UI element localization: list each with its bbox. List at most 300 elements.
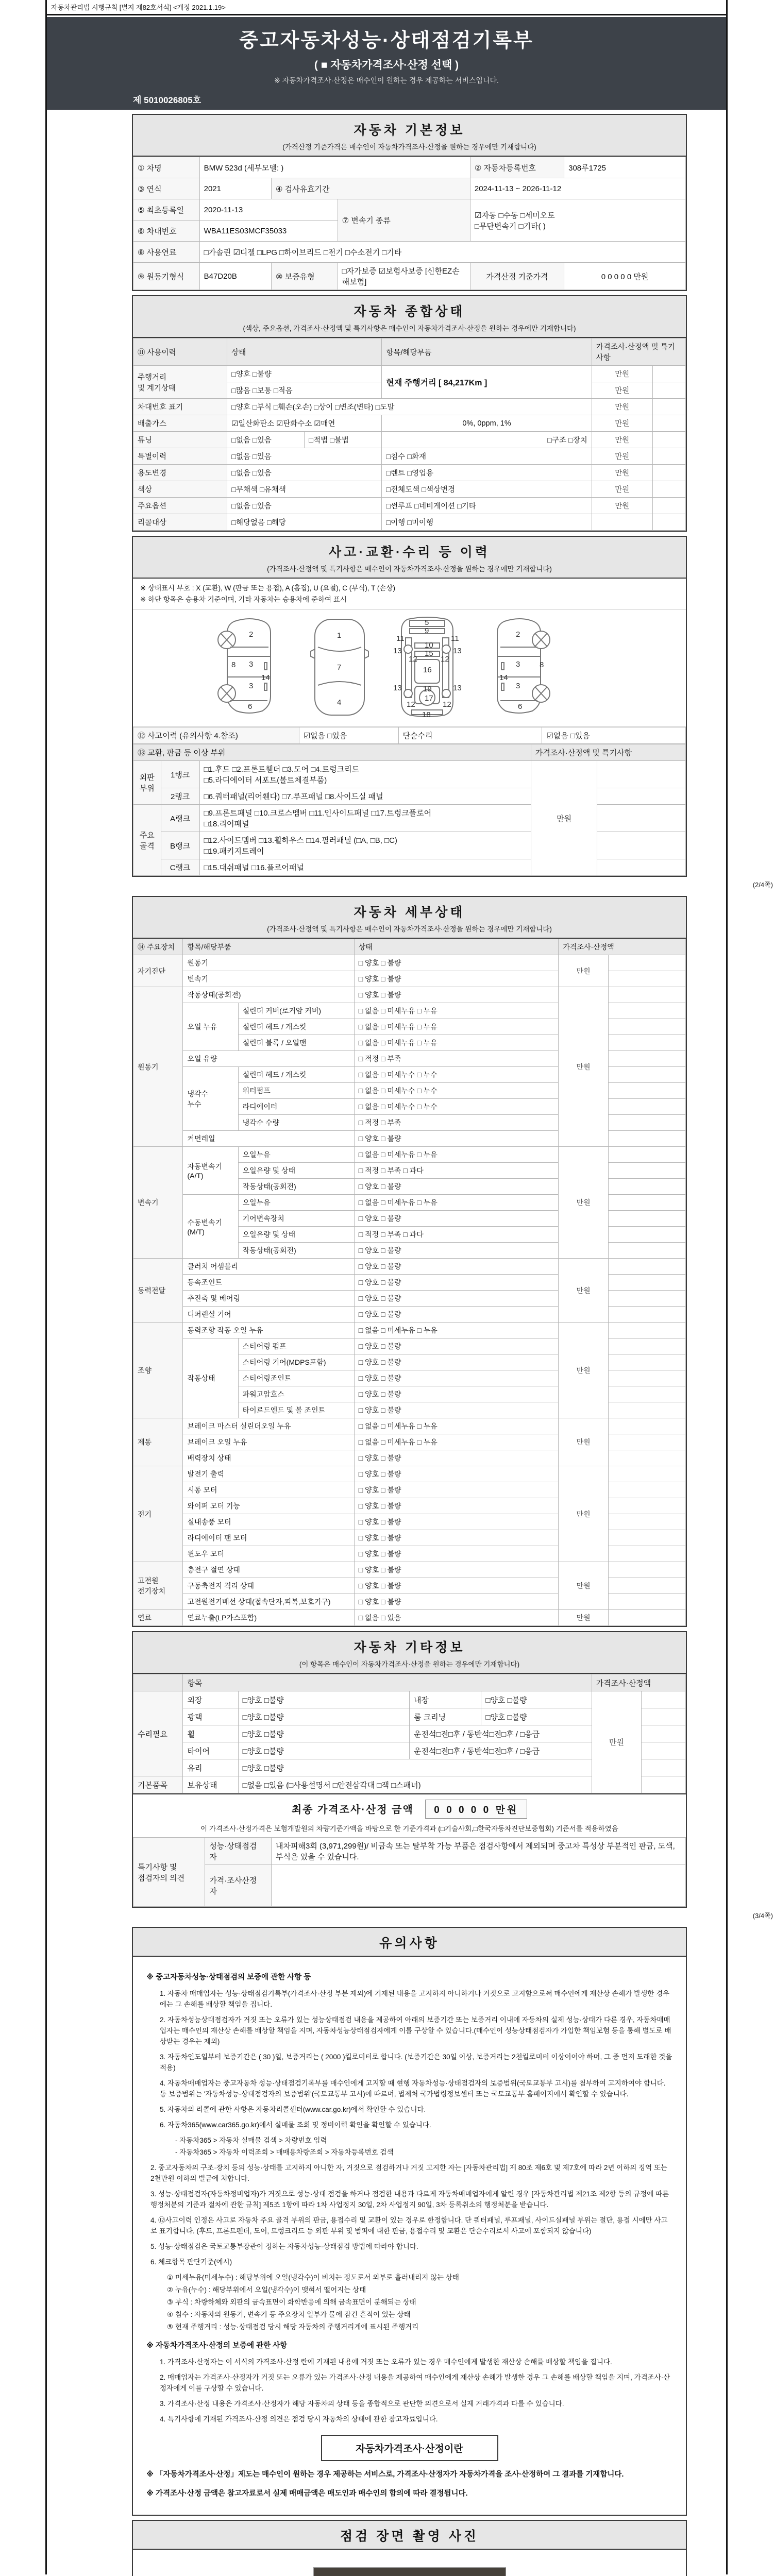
table-cell: 광택 bbox=[183, 1708, 238, 1725]
checkbox-cell[interactable]: □해당없음 □해당 bbox=[227, 514, 382, 531]
table-cell: 만원 bbox=[559, 1147, 608, 1259]
table-cell: 작동상태 bbox=[183, 1338, 238, 1418]
table-cell bbox=[608, 955, 685, 971]
notice-lines bbox=[146, 1972, 672, 2425]
table-cell bbox=[608, 1019, 685, 1035]
checkbox-cell[interactable]: □ 양호 □ 불량 bbox=[354, 1370, 559, 1386]
checkbox-cell[interactable]: □6.쿼터패널(리어휀다) □7.루프패널 □8.사이드실 패널 bbox=[199, 788, 531, 805]
table-cell: ② 자동차등록번호 bbox=[470, 157, 564, 178]
checkbox-cell[interactable]: □양호 □불량 bbox=[238, 1725, 409, 1742]
table-cell: 작동상태(공회전) bbox=[238, 1243, 354, 1259]
checkbox-cell[interactable]: □ 양호 □ 불량 bbox=[354, 1259, 559, 1275]
checkbox-cell[interactable]: □구조 □장치 bbox=[382, 432, 592, 448]
table-cell: 추진축 및 베어링 bbox=[183, 1291, 354, 1307]
table-cell bbox=[652, 498, 685, 514]
table-cell: 룸 크리닝 bbox=[409, 1708, 481, 1725]
section-header bbox=[133, 897, 686, 939]
checkbox-cell[interactable]: □ 양호 □ 불량 bbox=[354, 1594, 559, 1610]
panel-number: 15 bbox=[424, 649, 433, 658]
table-cell: C랭크 bbox=[161, 859, 199, 876]
table-cell bbox=[608, 1562, 685, 1578]
checkbox-cell[interactable]: □가솔린 ☑디젤 □LPG □하이브리드 □전기 □수소전기 □기타 bbox=[199, 242, 685, 263]
panel-number: 2 bbox=[515, 630, 520, 639]
panel-number: 4 bbox=[336, 698, 341, 707]
table-cell: 만원 bbox=[592, 448, 652, 465]
table-cell bbox=[642, 1776, 686, 1793]
table-cell: 원동기 bbox=[133, 987, 183, 1147]
panel-number: 11 bbox=[396, 634, 405, 643]
checkbox-cell[interactable]: □양호 □불량 bbox=[238, 1742, 409, 1759]
table-cell: 발전기 출력 bbox=[183, 1466, 354, 1482]
checkbox-cell[interactable]: □전체도색 □색상변경 bbox=[382, 481, 592, 498]
table-cell bbox=[608, 971, 685, 987]
table-cell bbox=[608, 1418, 685, 1434]
table-cell: 만원 bbox=[592, 465, 652, 481]
checkbox-cell[interactable]: □15.대쉬패널 □16.플로어패널 bbox=[199, 859, 531, 876]
table-cell: 특별이력 bbox=[133, 448, 227, 465]
table-cell: 고전원 전기장치 bbox=[133, 1562, 183, 1610]
title-option: ( ■ 자동차가격조사·산정 선택 ) bbox=[314, 59, 459, 71]
table-cell: 단순수리 bbox=[398, 727, 542, 744]
checkbox-cell[interactable]: □없음 □있음 bbox=[227, 448, 382, 465]
section-header bbox=[133, 1928, 686, 1957]
panel-number: 12 bbox=[408, 655, 417, 664]
checkbox-cell[interactable]: □9.프론트패널 □10.크로스멤버 □11.인사이드패널 □17.트렁크플로어 □18.리어패널 bbox=[199, 805, 531, 832]
table-cell: 작동상태(공회전) bbox=[238, 1179, 354, 1195]
final-price-label: 최종 가격조사·산정 금액 bbox=[291, 1804, 414, 1816]
checkbox-cell[interactable]: □ 양호 □ 불량 bbox=[354, 987, 559, 1003]
table-cell: 기본품목 bbox=[133, 1776, 183, 1793]
section-title: 자동차 기타정보 bbox=[354, 1640, 465, 1655]
checkbox-cell[interactable]: □ 양호 □ 불량 bbox=[354, 1482, 559, 1498]
table-cell: 만원 bbox=[592, 498, 652, 514]
table-cell: 냉각수 수량 bbox=[238, 1115, 354, 1131]
section-subtitle: (가격조사·산정액 및 특기사항은 매수인이 자동차가격조사·산정을 원하는 경우에만 기재합니다) bbox=[267, 565, 552, 573]
checkbox-cell[interactable]: □12.사이드멤버 □13.휠하우스 □14.필러패널 (□A, □B, □C) □19.패키지트레이 bbox=[199, 832, 531, 859]
checkbox-cell[interactable]: □ 양호 □ 불량 bbox=[354, 1530, 559, 1546]
table-cell bbox=[608, 1578, 685, 1594]
section-photos bbox=[132, 2520, 687, 2576]
title-banner bbox=[47, 17, 726, 110]
table-cell: 오일 누유 bbox=[183, 1003, 238, 1051]
table-cell bbox=[642, 1742, 686, 1759]
checkbox-cell[interactable]: □ 양호 □ 불량 bbox=[354, 1546, 559, 1562]
table-cell bbox=[608, 1323, 685, 1338]
table-cell: A랭크 bbox=[161, 805, 199, 832]
checkbox-cell[interactable]: □ 없음 □ 미세누수 □ 누수 bbox=[354, 1067, 559, 1083]
checkbox-cell[interactable]: □없음 □있음 bbox=[227, 432, 305, 448]
table-cell: 가격조사·산정액 bbox=[559, 939, 686, 955]
panel-number: 9 bbox=[424, 626, 429, 635]
table-cell: ⑭ 주요장치 bbox=[133, 939, 183, 955]
table-cell: 오일 유량 bbox=[183, 1051, 354, 1067]
table-cell: 외장 bbox=[183, 1691, 238, 1708]
checkbox-cell[interactable]: □양호 □불량 bbox=[481, 1691, 592, 1708]
checkbox-cell[interactable]: □ 양호 □ 불량 bbox=[354, 1450, 559, 1466]
panel-number: 1 bbox=[336, 631, 341, 640]
table-cell bbox=[597, 832, 686, 859]
checkbox-cell[interactable]: □적법 □불법 bbox=[305, 432, 382, 448]
checkbox-cell[interactable]: □ 없음 □ 미세누수 □ 누수 bbox=[354, 1099, 559, 1115]
section-notices bbox=[132, 1927, 687, 2516]
document-number: 제 5010026805호 bbox=[133, 95, 201, 105]
checkbox-cell[interactable]: □없음 □있음 (□사용설명서 □안전삼각대 □잭 □스패너) bbox=[238, 1776, 592, 1793]
table-cell: 만원 bbox=[559, 1466, 608, 1562]
table-cell: 색상 bbox=[133, 481, 227, 498]
checkbox-cell[interactable]: □ 양호 □ 불량 bbox=[354, 1275, 559, 1291]
table-cell: 2랭크 bbox=[161, 788, 199, 805]
table-cell bbox=[608, 1514, 685, 1530]
table-cell: 라디에이터 팬 모터 bbox=[183, 1530, 354, 1546]
table-cell bbox=[608, 1275, 685, 1291]
table-cell bbox=[608, 1338, 685, 1354]
table-cell: 가격조사·산정액 bbox=[592, 1674, 685, 1691]
table-cell: 만원 bbox=[592, 432, 652, 448]
checkbox-cell[interactable]: □ 양호 □ 불량 bbox=[354, 1578, 559, 1594]
photos-body bbox=[133, 2550, 686, 2576]
checkbox-cell[interactable]: □양호 □불량 bbox=[227, 366, 382, 382]
passenger-car-note: ※ 하단 항목은 승용차 기준이며, 기타 자동차는 승용차에 준하여 표시 bbox=[140, 596, 347, 603]
table-cell: 2024-11-13 ~ 2026-11-12 bbox=[470, 178, 685, 199]
table-cell bbox=[608, 1354, 685, 1370]
inspector-remarks-table bbox=[133, 1837, 686, 1907]
checkbox-cell[interactable]: □ 적정 □ 부족 bbox=[354, 1051, 559, 1067]
table-cell: 보유상태 bbox=[183, 1776, 238, 1793]
checkbox-cell[interactable]: □양호 □불량 bbox=[238, 1759, 592, 1776]
table-cell: 파워고압호스 bbox=[238, 1386, 354, 1402]
section-header bbox=[133, 115, 686, 157]
page-title: 중고자동차성능·상태점검기록부 bbox=[239, 30, 534, 52]
checkbox-cell[interactable]: □ 없음 □ 미세누유 □ 누유 bbox=[354, 1323, 559, 1338]
notice-line: ※ 「자동차가격조사·산정」제도는 매수인이 원하는 경우 제공하는 서비스로, 가격조사·산정자가 자동차가격을 조사·산정하여 그 결과를 기재합니다. bbox=[146, 2470, 624, 2479]
table-cell bbox=[608, 1307, 685, 1323]
checkbox-cell[interactable]: □렌트 □영업용 bbox=[382, 465, 592, 481]
table-cell bbox=[608, 1147, 685, 1163]
table-cell: 유리 bbox=[183, 1759, 238, 1776]
table-cell bbox=[652, 382, 685, 399]
content-column bbox=[132, 114, 773, 2576]
table-cell: 만원 bbox=[592, 382, 652, 399]
checkbox-cell[interactable]: ☑일산화탄소 ☑탄화수소 ☑매연 bbox=[227, 415, 382, 432]
checkbox-cell[interactable]: □많음 □보통 □적음 bbox=[227, 382, 382, 399]
panel-number: 12 bbox=[440, 655, 449, 664]
table-cell: 브레이크 오일 누유 bbox=[183, 1434, 354, 1450]
table-cell: 상태 bbox=[227, 338, 382, 366]
table-cell: 연료 bbox=[133, 1610, 183, 1626]
checkbox-cell[interactable]: □ 양호 □ 불량 bbox=[354, 1562, 559, 1578]
table-cell: ⑬ 교환, 판금 등 이상 부위 bbox=[133, 744, 531, 761]
section-subtitle: (색상, 주요옵션, 가격조사·산정액 및 특기사항은 매수인이 자동차가격조사·산정을 원하는 경우에만 기재합니다) bbox=[243, 325, 576, 332]
table-cell: ⑧ 사용연료 bbox=[133, 242, 200, 263]
table-cell bbox=[608, 1211, 685, 1227]
table-cell bbox=[608, 1498, 685, 1514]
table-cell: 만원 bbox=[592, 1691, 641, 1793]
table-cell bbox=[133, 1674, 183, 1691]
notice-line: ① 미세누유(미세누수) : 해당부위에 오일(냉각수)이 비치는 정도로서 외부로 흘러내리지 않는 상태 bbox=[167, 2274, 459, 2281]
panel-number: 14 bbox=[261, 673, 270, 682]
table-cell: B랭크 bbox=[161, 832, 199, 859]
table-cell bbox=[608, 1594, 685, 1610]
page-marker-3: (3/4쪽) bbox=[752, 1912, 773, 1920]
table-cell bbox=[597, 805, 686, 832]
table-cell: 항목/해당부품 bbox=[183, 939, 354, 955]
table-cell bbox=[608, 1450, 685, 1466]
table-cell: 항목 bbox=[183, 1674, 592, 1691]
checkbox-cell[interactable]: □무채색 □유채색 bbox=[227, 481, 382, 498]
table-cell: 0%, 0ppm, 1% bbox=[382, 415, 592, 432]
table-cell: 타이어 bbox=[183, 1742, 238, 1759]
checkbox-cell[interactable]: □ 양호 □ 불량 bbox=[354, 1211, 559, 1227]
table-cell: 타이로드엔드 및 볼 조인트 bbox=[238, 1402, 354, 1418]
table-cell: 특기사항 및 점검자의 의견 bbox=[133, 1838, 205, 1907]
panel-number: 5 bbox=[424, 618, 429, 627]
table-cell bbox=[642, 1708, 686, 1725]
section-title: 유의사항 bbox=[379, 1936, 440, 1951]
panel-number: 6 bbox=[247, 702, 252, 711]
table-cell bbox=[608, 1131, 685, 1147]
checkbox-cell[interactable]: □ 양호 □ 불량 bbox=[354, 1466, 559, 1482]
table-cell bbox=[652, 481, 685, 498]
checkbox-cell[interactable]: □ 적정 □ 부족 □ 과다 bbox=[354, 1227, 559, 1243]
checkbox-cell[interactable]: 운전석□전□후 / 동반석□전□후 / □응급 bbox=[409, 1742, 592, 1759]
table-cell: ⑨ 원동기형식 bbox=[133, 263, 200, 290]
table-cell: 튜닝 bbox=[133, 432, 227, 448]
detail-state-table bbox=[133, 939, 686, 1626]
checkbox-cell[interactable]: □ 없음 □ 미세누유 □ 누유 bbox=[354, 1019, 559, 1035]
checkbox-cell[interactable]: □ 적정 □ 부족 bbox=[354, 1115, 559, 1131]
table-cell: B47D20B bbox=[199, 263, 271, 290]
checkbox-cell[interactable]: □양호 □불량 bbox=[238, 1691, 409, 1708]
panel-number: 12 bbox=[442, 700, 451, 709]
table-cell: 충전구 절연 상태 bbox=[183, 1562, 354, 1578]
table-cell: 윈도우 모터 bbox=[183, 1546, 354, 1562]
table-cell: 동력조향 작동 오일 누유 bbox=[183, 1323, 354, 1338]
checkbox-cell[interactable]: □ 없음 □ 미세누유 □ 누유 bbox=[354, 1003, 559, 1019]
notice-line: 4. ⑫사고이력 인정은 사고로 자동차 주요 골격 부위의 판금, 용접수리 및 교환이 있는 경우로 한정합니다. 단 쿼터패널, 루프패널, 사이드실패널 부위는 절단, 용접 시에만 사고로 표기합니다. (후드, 프론트펜더, 도어, 트렁크리드 등 외판 부위 및 범퍼에 대한 판금, 용접수리 및 교환은 단순수리로서 사고에 포함되지 않습니다) bbox=[150, 2216, 668, 2235]
table-cell bbox=[608, 987, 685, 1003]
section-title: 자동차 기본정보 bbox=[354, 123, 465, 138]
notice-line: ③ 부식 : 차량하체와 외판의 금속표면이 화학반응에 의해 금속표면이 분해되는 상태 bbox=[167, 2298, 416, 2306]
checkbox-cell[interactable]: □없음 □있음 bbox=[227, 498, 382, 514]
checkbox-cell[interactable]: □ 양호 □ 불량 bbox=[354, 1291, 559, 1307]
section-header bbox=[133, 296, 686, 338]
table-cell bbox=[652, 465, 685, 481]
document-frame bbox=[45, 0, 773, 2574]
status-code-legend: ※ 상태표시 부호 : X (교환), W (판금 또는 용접), A (흠집), U (요철), C (부식), T (손상) bbox=[140, 584, 395, 592]
table-cell bbox=[608, 1291, 685, 1307]
checkbox-cell[interactable]: □ 없음 □ 미세누유 □ 누유 bbox=[354, 1147, 559, 1163]
section-etc-info bbox=[132, 1631, 687, 1908]
table-cell: 만원 bbox=[559, 1259, 608, 1323]
checkbox-cell[interactable]: □썬루프 □네비게이션 □기타 bbox=[382, 498, 592, 514]
table-cell: 리콜대상 bbox=[133, 514, 227, 531]
table-cell bbox=[608, 1115, 685, 1131]
table-cell: 실린더 헤드 / 개스킷 bbox=[238, 1019, 354, 1035]
checkbox-cell[interactable]: □ 양호 □ 불량 bbox=[354, 1338, 559, 1354]
notice-line: 1. 가격조사·산정자는 이 서식의 가격조사·산정 란에 기재된 내용에 거짓 또는 오류가 있는 경우 매수인에게 발생한 재산상 손해를 배상할 책임을 집니다. bbox=[160, 2358, 612, 2366]
table-cell: 내차피해3회 (3,971,299원)/ 비금속 또는 탈부착 가능 부품은 점검사항에서 제외되며 중고차 특성상 부분적인 판금, 도색, 부식은 있을 수 있습니다. bbox=[271, 1838, 685, 1865]
table-cell bbox=[608, 1195, 685, 1211]
table-cell: 주요옵션 bbox=[133, 498, 227, 514]
panel-number: 7 bbox=[336, 663, 341, 672]
table-cell bbox=[608, 1434, 685, 1450]
section-header bbox=[133, 2521, 686, 2550]
section-header bbox=[133, 537, 686, 579]
table-cell: 디퍼렌셜 기어 bbox=[183, 1307, 354, 1323]
panel-number: 6 bbox=[517, 702, 522, 711]
table-cell bbox=[608, 1402, 685, 1418]
notice-line: - 자동차365 > 자동차 이력조회 > 매매용차량조회 > 자동차등록번호 검색 bbox=[175, 2148, 394, 2156]
checkbox-cell[interactable]: □ 양호 □ 불량 bbox=[354, 1354, 559, 1370]
table-cell: 브레이크 마스터 실린더오일 누유 bbox=[183, 1418, 354, 1434]
notice-line: 6. 자동차365(www.car365.go.kr)에서 실매물 조회 및 정비이력 확인을 확인할 수 있습니다. bbox=[160, 2121, 431, 2129]
table-cell: ⑫ 사고이력 (유의사항 4.참조) bbox=[133, 727, 299, 744]
table-cell: 스티어링 기어(MDPS포함) bbox=[238, 1354, 354, 1370]
checkbox-cell[interactable]: ☑없음 □있음 bbox=[299, 727, 398, 744]
table-cell bbox=[608, 1035, 685, 1051]
table-cell: 가격·조사산정 자 bbox=[205, 1865, 272, 1907]
panel-number: 14 bbox=[499, 673, 508, 682]
section-accident-history bbox=[132, 536, 687, 877]
panel-number: 10 bbox=[424, 641, 433, 650]
table-cell bbox=[608, 1163, 685, 1179]
table-cell: 만원 bbox=[559, 987, 608, 1147]
table-cell: 등속조인트 bbox=[183, 1275, 354, 1291]
table-cell bbox=[608, 1083, 685, 1099]
section-overall-state bbox=[132, 295, 687, 532]
panel-number: 8 bbox=[539, 660, 544, 669]
checkbox-cell[interactable]: □ 없음 □ 미세누수 □ 누수 bbox=[354, 1083, 559, 1099]
table-cell: 실내송풍 모터 bbox=[183, 1514, 354, 1530]
panel-number: 8 bbox=[231, 660, 235, 669]
final-price-row bbox=[133, 1793, 686, 1837]
checkbox-cell[interactable]: □ 적정 □ 부족 □ 과다 bbox=[354, 1163, 559, 1179]
checkbox-cell[interactable]: ☑없음 □있음 bbox=[542, 727, 686, 744]
checkbox-cell[interactable]: □양호 □부식 □훼손(오손) □상이 □변조(변타) □도말 bbox=[227, 399, 592, 415]
table-cell bbox=[608, 1051, 685, 1067]
form-regulation-note: 자동차관리법 시행규칙 [별지 제82호서식] <개정 2021.1.19> bbox=[47, 0, 726, 15]
notice-line: ※ 자동차가격조사·산정의 보증에 관한 사항 bbox=[146, 2342, 288, 2350]
table-cell: 가격조사·산정액 및 특기사항 bbox=[531, 744, 685, 761]
table-cell: ④ 검사유효기간 bbox=[271, 178, 470, 199]
table-cell: 자동변속기 (A/T) bbox=[183, 1147, 238, 1195]
checkbox-cell[interactable]: □ 양호 □ 불량 bbox=[354, 955, 559, 971]
table-cell: 만원 bbox=[559, 955, 608, 987]
panel-number: 17 bbox=[424, 694, 433, 703]
checkbox-cell[interactable]: □1.후드 □2.프론트휀더 □3.도어 □4.트렁크리드 □5.라디에이터 서포트(볼트체결부품) bbox=[199, 761, 531, 788]
checkbox-cell[interactable]: □없음 □있음 bbox=[227, 465, 382, 481]
checkbox-cell[interactable]: □ 양호 □ 불량 bbox=[354, 1386, 559, 1402]
panel-number: 2 bbox=[248, 630, 253, 639]
checkbox-cell[interactable]: □ 없음 □ 미세누유 □ 누유 bbox=[354, 1418, 559, 1434]
table-cell: 오일유량 및 상태 bbox=[238, 1163, 354, 1179]
table-cell: 308루1725 bbox=[564, 157, 686, 178]
checkbox-cell[interactable]: □ 양호 □ 불량 bbox=[354, 1514, 559, 1530]
section-detail-state bbox=[132, 896, 687, 1627]
table-cell: 실린더 헤드 / 개스킷 bbox=[238, 1067, 354, 1083]
checkbox-cell[interactable]: □ 없음 □ 있음 bbox=[354, 1610, 559, 1626]
checkbox-cell[interactable]: 운전석□전□후 / 동반석□전□후 / □응급 bbox=[409, 1725, 592, 1742]
section-header bbox=[133, 1632, 686, 1674]
table-cell: WBA11ES03MCF35033 bbox=[199, 221, 338, 242]
checkbox-cell[interactable]: □ 없음 □ 미세누유 □ 누유 bbox=[354, 1035, 559, 1051]
panel-number: 13 bbox=[452, 684, 462, 692]
checkbox-cell[interactable]: □ 양호 □ 불량 bbox=[354, 1131, 559, 1147]
table-cell: 동력전달 bbox=[133, 1259, 183, 1323]
panel-number: 3 bbox=[248, 682, 253, 690]
table-cell: 커먼레일 bbox=[183, 1131, 354, 1147]
table-cell: 시동 모터 bbox=[183, 1482, 354, 1498]
section-subtitle: (이 항목은 매수인이 자동차가격조사·산정을 원하는 경우에만 기재합니다) bbox=[299, 1660, 520, 1668]
table-cell bbox=[652, 432, 685, 448]
notice-line: ⑤ 현재 주행거리 : 성능·상태점검 당시 해당 자동차의 주행거리계에 표시된 주행거리 bbox=[167, 2323, 419, 2331]
table-cell bbox=[608, 1067, 685, 1083]
table-cell: 스티어링 펌프 bbox=[238, 1338, 354, 1354]
table-cell: 변속기 bbox=[183, 971, 354, 987]
table-cell: 구동축전지 격리 상태 bbox=[183, 1578, 354, 1594]
section-subtitle: (가격조사·산정액 및 특기사항은 매수인이 자동차가격조사·산정을 원하는 경우에만 기재합니다) bbox=[267, 925, 552, 933]
checkbox-cell[interactable]: □ 양호 □ 불량 bbox=[354, 971, 559, 987]
panel-number: 3 bbox=[248, 660, 253, 669]
overall-state-table bbox=[133, 338, 686, 531]
panel-number: 16 bbox=[423, 666, 432, 674]
panel-number: 13 bbox=[393, 647, 402, 655]
table-cell: 스티어링조인트 bbox=[238, 1370, 354, 1386]
checkbox-cell[interactable]: □이행 □미이행 bbox=[382, 514, 592, 531]
checkbox-cell[interactable]: □양호 □불량 bbox=[238, 1708, 409, 1725]
checkbox-cell[interactable]: □양호 □불량 bbox=[481, 1708, 592, 1725]
table-cell: 오일유량 및 상태 bbox=[238, 1227, 354, 1243]
section-title: 자동차 종합상태 bbox=[354, 304, 465, 319]
notice-line: 2. 중고자동차의 구조·장치 등의 성능·상태를 고지하지 아니한 자, 거짓으로 점검하거나 거짓 고지한 자는 [자동차관리법] 제 80조 제6호 및 제7호에 따라 2년 이하의 징역 또는 2천만원 이하의 벌금에 처합니다. bbox=[150, 2164, 667, 2182]
checkbox-cell[interactable]: □ 양호 □ 불량 bbox=[354, 1307, 559, 1323]
table-cell: 성능·상태점검 자 bbox=[205, 1838, 272, 1865]
checkbox-cell[interactable]: □ 양호 □ 불량 bbox=[354, 1498, 559, 1514]
table-cell bbox=[642, 1759, 686, 1776]
panel-number: 3 bbox=[515, 660, 520, 669]
table-cell: 클러치 어셈블리 bbox=[183, 1259, 354, 1275]
table-cell: 용도변경 bbox=[133, 465, 227, 481]
notice-line: 1. 자동차 매매업자는 성능·상태점검기록부(가격조사·산정 부분 제외)에 기재된 내용을 고지하지 아니하거나 거짓으로 고지함으로써 매수인에게 재산상 손해가 발생한 경우에는 그 손해를 배상할 책임을 집니다. bbox=[160, 1990, 670, 2008]
panel-number: 13 bbox=[393, 684, 402, 692]
basic-info-table bbox=[133, 157, 686, 290]
table-cell: 실린더 블록 / 오일팬 bbox=[238, 1035, 354, 1051]
panel-number: 11 bbox=[450, 634, 459, 643]
checkbox-cell[interactable]: ☑자동 □수동 □세미오토 □무단변속기 □기타( ) bbox=[470, 199, 685, 242]
table-cell: 차대번호 표기 bbox=[133, 399, 227, 415]
checkbox-cell[interactable]: □침수 □화재 bbox=[382, 448, 592, 465]
table-cell: 항목/해당부품 bbox=[382, 338, 592, 366]
checkbox-cell[interactable]: □ 없음 □ 미세누유 □ 누유 bbox=[354, 1434, 559, 1450]
vehicle-diagram-svg bbox=[188, 614, 631, 720]
table-cell bbox=[608, 1370, 685, 1386]
checkbox-cell[interactable]: □ 없음 □ 미세누유 □ 누유 bbox=[354, 1195, 559, 1211]
panel-number: 3 bbox=[515, 682, 520, 690]
page-marker-2: (2/4쪽) bbox=[752, 881, 773, 889]
notice-line: ※ 가격조사·산정 금액은 참고자료로서 실제 매매금액은 매도인과 매수인의 합의에 따라 결정됩니다. bbox=[146, 2489, 468, 2498]
checkbox-cell[interactable]: □ 양호 □ 불량 bbox=[354, 1402, 559, 1418]
final-price-note[interactable]: 이 가격조사·산정가격은 보험개발원의 차량기준가액을 바탕으로 한 기준가격과 (□기술사회,□한국자동차진단보증협회) 기준서를 적용하였음 bbox=[200, 1825, 618, 1833]
checkbox-cell[interactable]: □ 양호 □ 불량 bbox=[354, 1179, 559, 1195]
section-title: 자동차 세부상태 bbox=[354, 905, 465, 920]
table-cell: 연료누출(LP가스포함) bbox=[183, 1610, 354, 1626]
table-cell bbox=[592, 514, 652, 531]
table-cell: 만원 bbox=[559, 1418, 608, 1466]
table-cell bbox=[608, 1482, 685, 1498]
table-cell: 만원 bbox=[559, 1610, 608, 1626]
checkbox-cell[interactable]: □자가보증 ☑보험사보증 [신한EZ손해보험] bbox=[338, 263, 470, 290]
checkbox-cell[interactable]: □ 양호 □ 불량 bbox=[354, 1243, 559, 1259]
